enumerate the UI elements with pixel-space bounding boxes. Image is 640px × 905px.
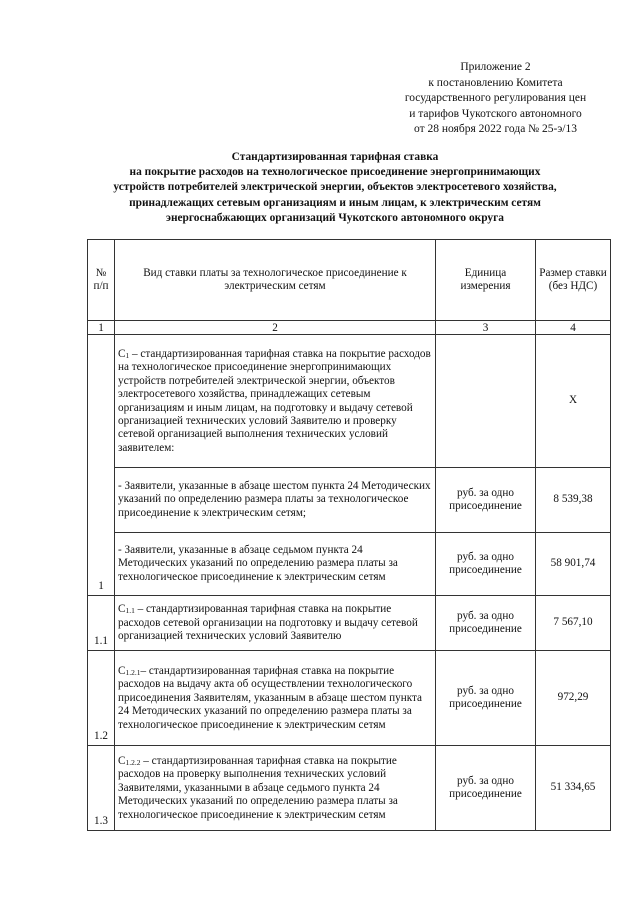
- row-value: 58 901,74: [536, 533, 611, 596]
- table-row: [88, 468, 611, 533]
- row-num: 1.1: [88, 596, 115, 651]
- table-header-row: [88, 240, 611, 321]
- appendix-line: государственного регулирования цен: [404, 92, 587, 104]
- row-text: – стандартизированная тарифная ставка на покрытие расходов на технологическое присоединение энергопринимающих устройств потребителей электрической энергии, объектов электросетевого хозяйства, принадлежащих сетевым организациям и иным лицам, на подготовку и выдачу сетевой организацией технических условий Заявителю и проверку сетевой организацией выполнения технических условий заявителем:: [118, 347, 431, 454]
- rate-symbol: C: [118, 603, 126, 616]
- title-line: на покрытие расходов на технологическое присоединение энергопринимающих: [129, 166, 541, 179]
- col-number: 3: [436, 321, 536, 335]
- col-number: 1: [88, 321, 115, 335]
- row-num: 1.3: [88, 746, 115, 831]
- header-unit: Единица измерения: [436, 240, 536, 321]
- table-row: [88, 335, 611, 468]
- table-row: [88, 746, 611, 831]
- row-text: – стандартизированная тарифная ставка на покрытие расходов на выдачу акта об осуществлении технологического присоединения Заявителям, указанным в абзаце шестом пункта 24 Методических указаний по определению размера платы за технологическое присоединение к электрическим сетям: [118, 664, 422, 731]
- column-number-row: [88, 321, 611, 335]
- row-value: X: [536, 335, 611, 468]
- rate-symbol: C: [118, 347, 126, 360]
- row-value: 972,29: [536, 651, 611, 746]
- rates-table: [87, 239, 611, 831]
- rate-subscript: 1.1: [125, 606, 135, 616]
- row-unit: [436, 335, 536, 468]
- header-type: Вид ставки платы за технологическое присоединение к электрическим сетям: [115, 240, 436, 321]
- row-description: - Заявители, указанные в абзаце седьмом пункта 24 Методических указаний по определению размера платы за технологическое присоединение к электрическим сетям: [115, 533, 436, 596]
- table-row: [88, 651, 611, 746]
- table-row: [88, 533, 611, 596]
- row-value: 7 567,10: [536, 596, 611, 651]
- appendix-line: и тарифов Чукотского автономного: [409, 107, 582, 120]
- title-line: энергоснабжающих организаций Чукотского автономного округа: [166, 211, 504, 224]
- row-description: [115, 596, 436, 651]
- row-value: 8 539,38: [536, 468, 611, 533]
- appendix-line: Приложение 2: [460, 61, 531, 73]
- row-num: 1: [88, 335, 115, 596]
- row-description: [115, 746, 436, 831]
- document-title: [70, 150, 600, 226]
- row-unit: руб. за одно присоединение: [436, 533, 536, 596]
- row-text: – стандартизированная тарифная ставка на покрытие расходов сетевой организации на подготовку и выдачу сетевой организацией технических условий Заявителю: [118, 603, 418, 643]
- rate-subscript: 1.2.1: [125, 667, 141, 677]
- rate-symbol: C: [118, 664, 126, 677]
- rate-subscript: 1: [125, 350, 130, 360]
- row-num: 1.2: [88, 651, 115, 746]
- rate-subscript: 1.2.2: [125, 757, 141, 767]
- col-number: 2: [115, 321, 436, 335]
- rate-symbol: C: [118, 754, 126, 767]
- row-description: [115, 651, 436, 746]
- header-size: Размер ставки (без НДС): [536, 240, 611, 321]
- row-unit: руб. за одно присоединение: [436, 746, 536, 831]
- row-description: [115, 335, 436, 468]
- col-number: 4: [536, 321, 611, 335]
- header-num: № п/п: [88, 240, 115, 321]
- row-unit: руб. за одно присоединение: [436, 596, 536, 651]
- row-unit: руб. за одно присоединение: [436, 468, 536, 533]
- title-line: устройств потребителей электрической энергии, объектов электросетевого хозяйства,: [113, 181, 557, 194]
- row-value: 51 334,65: [536, 746, 611, 831]
- title-line: принадлежащих сетевым организациям и иным лицам, к электрическим сетям: [129, 196, 541, 209]
- appendix-line: от 28 ноября 2022 года № 25-э/13: [414, 123, 577, 135]
- row-unit: руб. за одно присоединение: [436, 651, 536, 746]
- row-description: - Заявители, указанные в абзаце шестом пункта 24 Методических указаний по определению размера платы за технологическое присоединение к электрическим сетям;: [115, 468, 436, 533]
- title-line: Стандартизированная тарифная ставка: [231, 151, 439, 163]
- row-text: – стандартизированная тарифная ставка на покрытие расходов на проверку выполнения технических условий Заявителями, указанными в абзаце седьмого пункта 24 Методических указаний по определению размера платы за технологическое присоединение к электрическим сетям: [118, 754, 398, 821]
- appendix-block: [388, 60, 603, 138]
- table-row: [88, 596, 611, 651]
- appendix-line: к постановлению Комитета: [428, 76, 563, 89]
